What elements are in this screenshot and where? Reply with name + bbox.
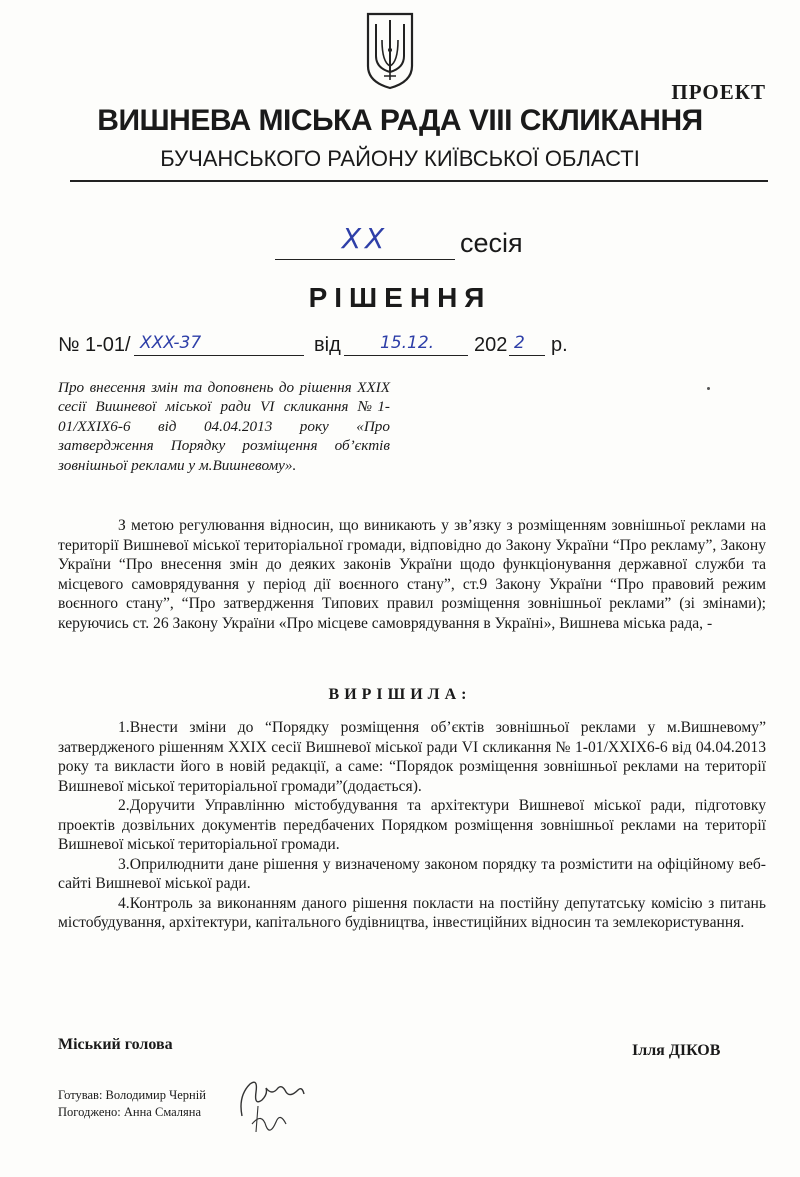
preamble-paragraph: З метою регулювання відносин, що виникають у зв’язку з розміщенням зовнішньої реклами на території Вишневої міської територіальної громади, відповідно до Закону України “Про рекламу”, Закону України “Про внесення змін до деяких законів України щодо функціонування державної служби та місцевого самоврядування у період дії воєнного стану”, ст.9 Закону України “Про правовий режим воєнного стану”, “Про затвердження Типових правил розміщення зовнішньої реклами” (зі змінами); керуючись ст. 26 Закону України «Про місцеве самоврядування в Україні», Вишнева міська рада, - bbox=[58, 517, 766, 632]
decision-number-prefix: № 1-01/ bbox=[58, 334, 131, 356]
resolved-heading: ВИРІШИЛА: bbox=[328, 686, 472, 703]
year-prefix: 202 bbox=[474, 334, 508, 356]
trident-emblem-icon bbox=[360, 10, 420, 90]
resolution-item: 1.Внести зміни до “Порядку розміщення об’єктів зовнішньої реклами у м.Вишневому” затвердженого рішенням XXIX сесії Вишневої міської ради VI скликання № 1-01/XXIX6-6 від 04.04.2013 року та викласти його в новій редакції, а саме: “Порядок розміщення зовнішньої реклами на території Вишневої міської територіальної громади”(додається). bbox=[58, 719, 766, 795]
decision-number-underline bbox=[134, 355, 304, 356]
resolution-item: 3.Оприлюднити дане рішення у визначеному законом порядку та розмістити на офіційному веб-сайті Вишневої міської ради. bbox=[58, 855, 766, 892]
prepared-by: Готував: Володимир Черній bbox=[58, 1088, 206, 1102]
decision-date-handwritten: 15.12. bbox=[380, 333, 435, 353]
session-underline bbox=[275, 259, 455, 260]
resolution-item: 2.Доручити Управлінню містобудування та архітектури Вишневої міської ради, підготовку проектів дозвільних документів передбачених Порядком розміщення зовнішньої реклами на території Вишневої міської територіальної громади. bbox=[58, 797, 766, 853]
agreed-by: Погоджено: Анна Смаляна bbox=[58, 1105, 202, 1119]
decision-subject: Про внесення змін та доповнень до рішення XXIX сесії Вишневої міської ради VI скликання №1-01/XXIX6-6 від 04.04.2013 року «Про затвердження Порядку розміщення об’єктів зовнішньої реклами у м.Вишневому». bbox=[58, 379, 390, 474]
decision-title: РІШЕННЯ bbox=[308, 282, 492, 313]
session-label: сесія bbox=[460, 228, 523, 258]
session-number-handwritten: XX bbox=[341, 222, 389, 255]
draft-label: ПРОЕКТ bbox=[671, 80, 766, 104]
decision-number-handwritten: XXX-37 bbox=[140, 333, 202, 353]
header-divider bbox=[70, 180, 768, 182]
year-underline bbox=[509, 355, 545, 356]
date-from-label: від bbox=[314, 334, 341, 356]
council-title: ВИШНЕВА МІСЬКА РАДА VIII СКЛИКАННЯ bbox=[97, 104, 703, 137]
mayor-name: Ілля ДІКОВ bbox=[632, 1042, 721, 1059]
mayor-title: Міський голова bbox=[58, 1036, 173, 1053]
resolution-item: 4.Контроль за виконанням даного рішення покласти на постійну депутатську комісію з питань містобудування, архітектури, капітального будівництва, інвестиційних відносин та землекористування. bbox=[58, 894, 766, 931]
handwritten-signature bbox=[232, 1066, 312, 1136]
council-subtitle: БУЧАНСЬКОГО РАЙОНУ КИЇВСЬКОЇ ОБЛАСТІ bbox=[160, 146, 640, 171]
scan-speck bbox=[707, 387, 710, 390]
year-digit-handwritten: 2 bbox=[514, 333, 525, 353]
resolution-items bbox=[58, 718, 766, 933]
decision-date-underline bbox=[344, 355, 468, 356]
year-suffix: р. bbox=[551, 334, 568, 356]
